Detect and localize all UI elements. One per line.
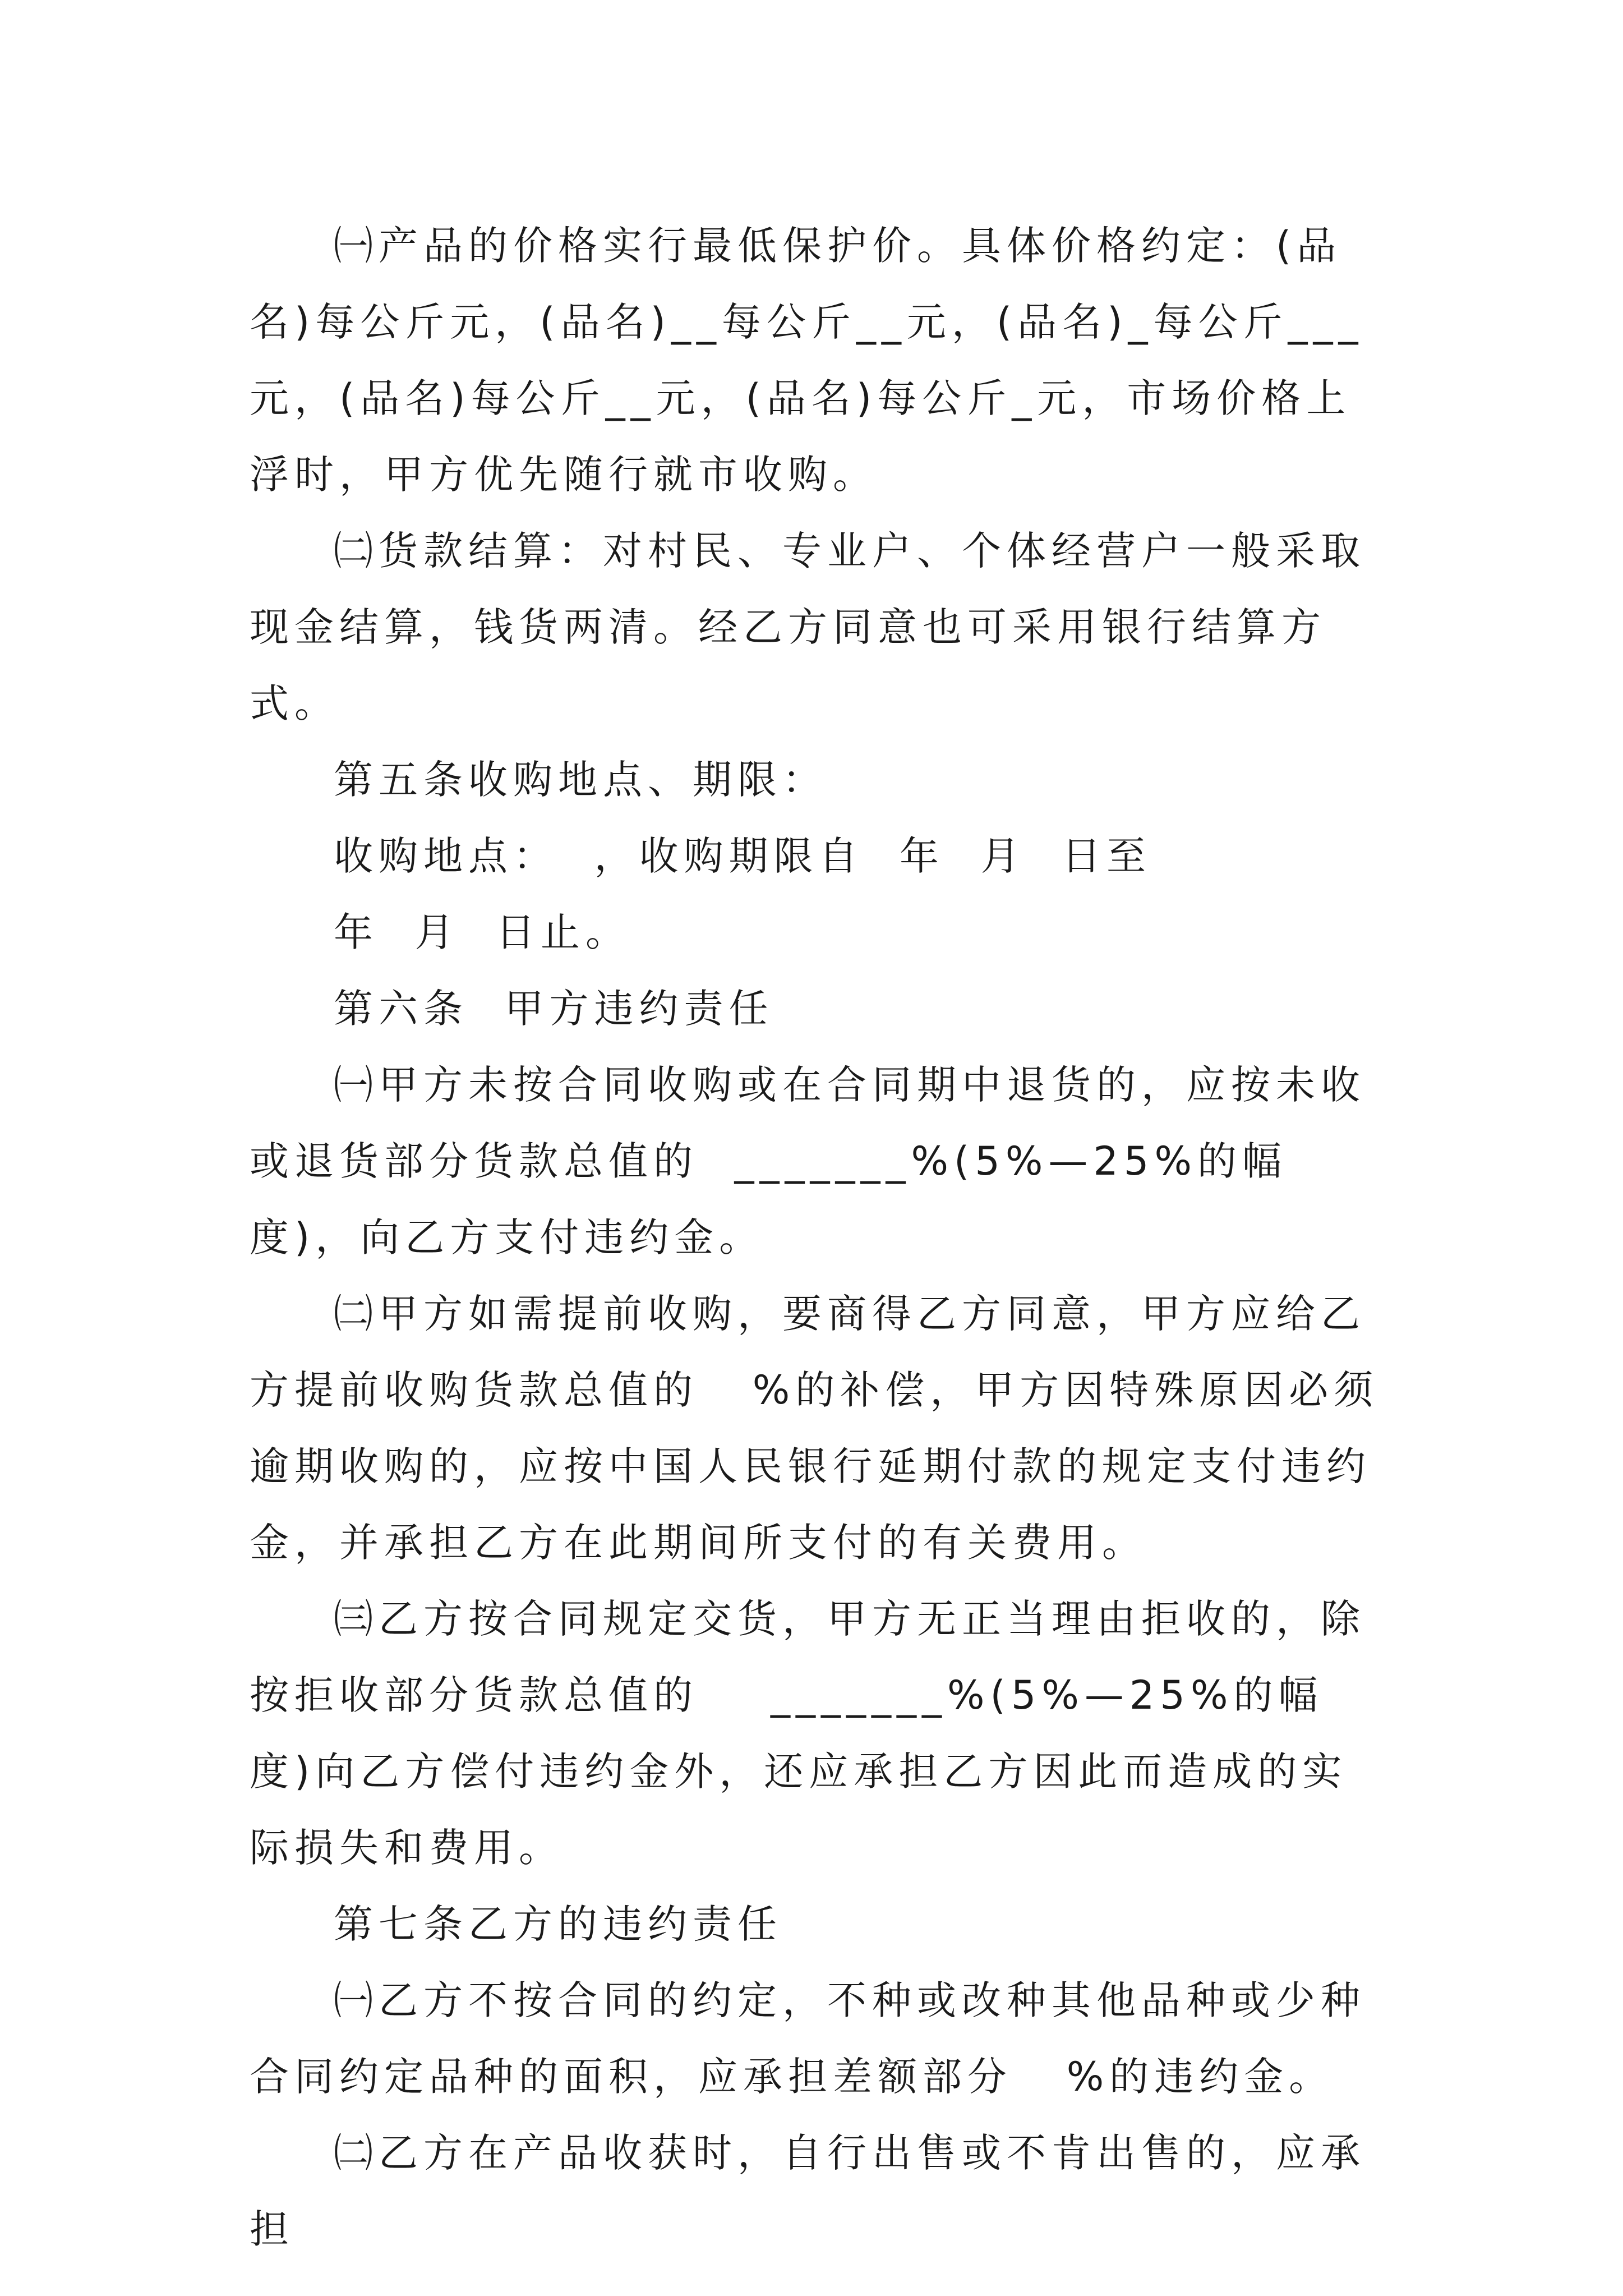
paragraph-party-a-breach-1: ㈠甲方未按合同收购或在合同期中退货的，应按未收或退货部分货款总值的 _______%(5%—25%的幅度)，向乙方支付违约金。: [250, 1062, 1366, 1260]
paragraph-payment-settlement: ㈡货款结算：对村民、专业户、个体经营户一般采取现金结算，钱货两清。经乙方同意也可采用银行结算方式。: [250, 528, 1366, 726]
paragraph-party-b-breach-1: ㈠乙方不按合同的约定，不种或改种其他品种或少种合同约定品种的面积，应承担差额部分 %的违约金。: [250, 1977, 1366, 2100]
paragraph-purchase-end-date: 年 月 日止。: [334, 909, 631, 955]
document-body: [250, 208, 1388, 2267]
heading-article-7: 第七条乙方的违约责任: [334, 1901, 782, 1947]
paragraph-party-a-breach-2: ㈡甲方如需提前收购，要商得乙方同意，甲方应给乙方提前收购货款总值的 %的补偿，甲方因特殊原因必须逾期收购的，应按中国人民银行延期付款的规定支付违约金，并承担乙方在此期间所支付的有关费用。: [250, 1291, 1379, 1566]
paragraph-party-a-breach-3: ㈢乙方按合同规定交货，甲方无正当理由拒收的，除按拒收部分货款总值的 _______%(5%—25%的幅度)向乙方偿付违约金外，还应承担乙方因此而造成的实际损失和费用。: [250, 1596, 1366, 1871]
heading-article-6: 第六条 甲方违约责任: [334, 986, 774, 1032]
paragraph-party-b-breach-2: ㈡乙方在产品收获时，自行出售或不肯出售的，应承担: [250, 2130, 1366, 2252]
paragraph-price-terms: ㈠产品的价格实行最低保护价。具体价格约定：(品名)每公斤元，(品名)__每公斤__元，(品名)_每公斤___元，(品名)每公斤__元，(品名)每公斤_元，市场价格上浮时，甲方优先随行就市收购。: [250, 223, 1364, 498]
paragraph-purchase-place-period: 收购地点： ，收购期限自 年 月 日至: [334, 833, 1152, 879]
heading-article-5: 第五条收购地点、期限：: [334, 757, 827, 803]
